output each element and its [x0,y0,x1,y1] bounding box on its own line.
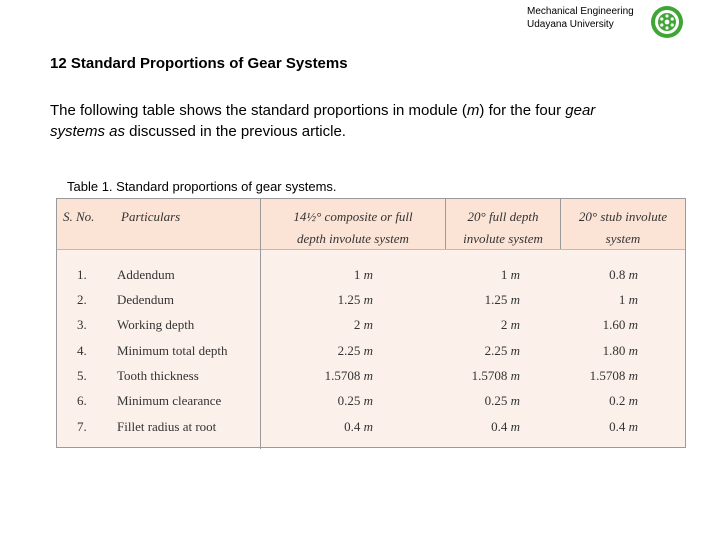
header-col2-line1: 20° full depth [467,209,539,224]
module-symbol: m [466,102,480,119]
header-sno: S. No. [63,209,95,224]
intro-text-start: The following table shows the standard proportions in module ( [50,102,467,119]
university-logo-icon [650,5,684,39]
header-col3-line1: 20° stub involute [578,209,668,224]
header-col3-line2: system [605,231,641,246]
header-col3 [561,206,685,250]
row-col1-value: 0.4 m [344,419,373,434]
row-col1-value: 1.5708 m [324,368,373,383]
row-sno: 6. [77,393,87,408]
intro-emphasis: gear systems as [50,102,596,140]
row-particular: Dedendum [117,292,175,307]
row-col3-value: 1 m [618,292,638,307]
header-col2 [446,206,560,250]
row-col2-value: 0.25 m [484,393,520,408]
department-name: Mechanical Engineering [527,6,634,17]
row-sno: 2. [77,292,87,307]
row-col2-value: 1.25 m [484,292,520,307]
row-col3-value: 0.8 m [609,267,638,282]
gear-proportions-table [56,198,686,448]
intro-text-middle: ) for the four [479,102,566,119]
row-col1-value: 2 m [353,317,373,332]
row-col3-value: 1.80 m [602,343,638,358]
row-sno: 3. [77,317,87,332]
row-particular: Fillet radius at root [117,419,217,434]
header-col1-line1: 14½° composite or full [293,209,413,224]
header-col1 [262,206,444,250]
column-divider [260,199,261,449]
row-col2-value: 0.4 m [491,419,520,434]
row-particular: Addendum [117,267,175,282]
row-col3-value: 1.5708 m [589,368,638,383]
intro-text-end: discussed in the previous article. [125,123,346,140]
row-particular: Minimum clearance [117,393,222,408]
header-col2-line2: involute system [463,231,543,246]
header-particulars: Particulars [121,209,181,224]
page-title: 12 Standard Proportions of Gear Systems [50,55,348,72]
row-col2-value: 2 m [500,317,520,332]
row-col2-value: 2.25 m [484,343,520,358]
row-sno: 1. [77,267,87,282]
row-sno: 7. [77,419,87,434]
row-col3-value: 0.4 m [609,419,638,434]
row-col1-value: 1.25 m [337,292,373,307]
institution-header [527,5,634,31]
row-particular: Minimum total depth [117,343,228,358]
row-sno: 5. [77,368,87,383]
intro-paragraph [50,100,650,142]
row-sno: 4. [77,343,87,358]
row-col1-value: 0.25 m [337,393,373,408]
row-col2-value: 1 m [500,267,520,282]
row-col3-value: 0.2 m [609,393,638,408]
row-col1-value: 1 m [353,267,373,282]
university-name: Udayana University [527,19,614,30]
row-col1-value: 2.25 m [337,343,373,358]
row-particular: Tooth thickness [117,368,199,383]
table-caption: Table 1. Standard proportions of gear systems. [67,179,337,194]
row-col2-value: 1.5708 m [471,368,520,383]
row-col3-value: 1.60 m [602,317,638,332]
row-particular: Working depth [117,317,195,332]
header-col1-line2: depth involute system [297,231,409,246]
